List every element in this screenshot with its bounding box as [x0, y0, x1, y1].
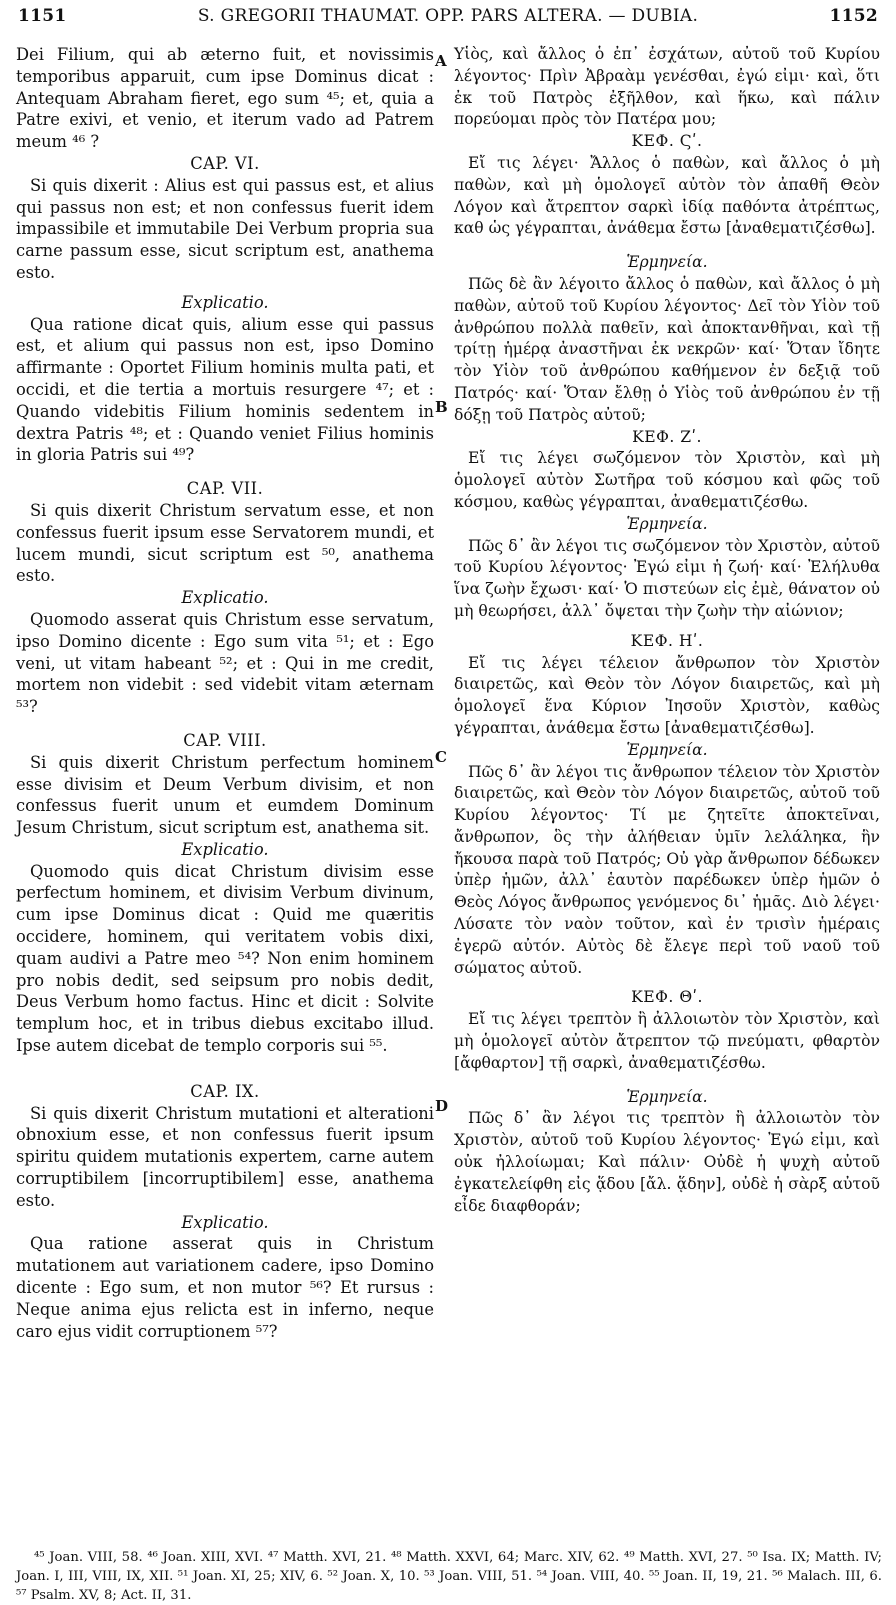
greek-intro: Υἱὸς, καὶ ἄλλος ὁ ἐπ᾽ ἐσχάτων, αὐτοῦ τοῦ Κυρίου λέγοντος· Πρὶν Ἀβραὰμ γενέσθαι, ἐγώ εἰμι· καὶ, ὅτι ἐκ τοῦ Πατρὸς ἐξῆλθον, καὶ ἥκω, καὶ πάλιν πορεύομαι πρὸς τὸν Πατέρα μου;	[454, 45, 880, 129]
latin-explicatio-label: Explicatio.	[181, 1212, 269, 1232]
right-page-number: 1152	[829, 6, 878, 26]
greek-hermeneia-text: Πῶς δ᾽ ἂν λέγοι τις ἄνθρωπον τέλειον τὸν Χριστὸν διαιρετῶς, καὶ Θεὸν τὸν Λόγον διαιρετῶς, αὐτοῦ τοῦ Κυρίου λέγοντος· Τί με ζητεῖτε ἀποκτεῖναι, ἄνθρωπον, ὃς τὴν ἀλήθειαν ὑμῖν λελάληκα, ἣν ἤκουσα παρὰ τοῦ Πατρός; Οὐ γὰρ ἄνθρωπον δέδωκεν ὑπὲρ ἡμῶν, ἀλλ᾽ ἑαυτὸν παρέδωκεν ὑπὲρ ἡμῶν ὁ Θεὸς Λόγος ἄνθρωπος γενόμενος δι᾽ ἡμᾶς. Διὸ λέγει· Λύσατε τὸν ναὸν τοῦτον, καὶ ἐν τρισὶν ἡμέραις ἐγερῶ αὐτόν. Αὐτὸς δὲ ἔλεγε περὶ τοῦ ναοῦ τοῦ σώματος αὐτοῦ.	[454, 762, 880, 977]
greek-cap-heading: ΚΕΦ. Θʹ.	[631, 988, 703, 1007]
latin-cap-text: Si quis dixerit Christum servatum esse, et non confessus fuerit ipsum esse Servatorem mundi, et lucem mundi, sicut scriptum est ⁵⁰, anathema esto.	[16, 500, 434, 586]
latin-cap-text: Si quis dixerit Christum perfectum hominem esse divisim et Deum Verbum divisim, et non confessus fuerit unum et eumdem Dominum Jesum Christum, sicut scriptum est, anathema sit.	[16, 752, 434, 838]
margin-letter-c: C	[435, 748, 447, 766]
greek-cap-text: Εἴ τις λέγει σωζόμενον τὸν Χριστὸν, καὶ μὴ ὁμολογεῖ αὐτὸν Σωτῆρα τοῦ κόσμου καὶ φῶς τοῦ κόσμου, καθὼς γέγραπται, ἀναθεματιζέσθω.	[454, 449, 880, 511]
margin-letter-a: A	[435, 52, 447, 70]
footnotes-text: ⁴⁵ Joan. VIII, 58. ⁴⁶ Joan. XIII, XVI. ⁴⁷ Matth. XVI, 21. ⁴⁸ Matth. XXVI, 64; Marc. XIV, 62. ⁴⁹ Matth. XVI, 27. ⁵⁰ Isa. IX; Matth. IV; Joan. I, III, VIII, IX, XII. ⁵¹ Joan. XI, 25; XIV, 6. ⁵² Joan. X, 10. ⁵³ Joan. VIII, 51. ⁵⁴ Joan. VIII, 40. ⁵⁵ Joan. II, 19, 21. ⁵⁶ Malach. III, 6. ⁵⁷ Psalm. XV, 8; Act. II, 31.	[16, 1550, 882, 1603]
latin-explicatio-label: Explicatio.	[181, 588, 269, 608]
latin-explicatio-text: Qua ratione dicat quis, alium esse qui passus est, et alium qui passus non est, ipso Domino affirmante : Oportet Filium hominis multa pati, et occidi, et die tertia a mortuis resurgere ⁴⁷; et : Quando videbitis Filium hominis sedentem in dextra Patris ⁴⁸; et : Quando veniet Filius hominis in gloria Patris sui ⁴⁹?	[16, 314, 434, 465]
greek-cap-heading: ΚΕΦ. Ϛʹ.	[631, 132, 703, 151]
running-header	[18, 6, 878, 32]
latin-intro: Dei Filium, qui ab æterno fuit, et novissimis temporibus apparuit, cum ipse Dominus dicat : Antequam Abraham fieret, ego sum ⁴⁵; et, quia a Patre exivi, et venio, et iterum vado ad Patrem meum ⁴⁶ ?	[16, 45, 434, 152]
latin-explicatio-label: Explicatio.	[181, 839, 269, 859]
running-title: S. GREGORII THAUMAT. OPP. PARS ALTERA. — DUBIA.	[197, 6, 699, 26]
greek-cap-text: Εἴ τις λέγει· Ἄλλος ὁ παθὼν, καὶ ἄλλος ὁ μὴ παθὼν, καὶ μὴ ὁμολογεῖ αὐτὸν τὸν ἀπαθῆ Θεὸν Λόγον καὶ ἄτρεπτον σαρκὶ ἰδίᾳ παθόντα ἀτρέπτως, καθ ὡς γέγραπται, ἀνάθεμα ἔστω [ἀναθεματιζέσθω].	[454, 153, 880, 238]
latin-cap-heading: CAP. VI.	[190, 153, 260, 173]
latin-column	[16, 44, 434, 1342]
margin-letter-d: D	[435, 1097, 449, 1115]
footnotes	[16, 1548, 882, 1605]
latin-cap-heading: CAP. VII.	[186, 479, 264, 499]
margin-letter-b: B	[435, 398, 448, 416]
greek-cap-text: Εἴ τις λέγει τέλειον ἄνθρωπον τὸν Χριστὸν διαιρετῶς, καὶ Θεὸν τὸν Λόγον διαιρετῶς, καὶ μὴ ὁμολογεῖ ἕνα Κύριον Ἰησοῦν Χριστὸν, καθὼς γέγραπται, ἀνάθεμα ἔστω [ἀναθεματιζέσθω].	[454, 653, 880, 737]
left-page-number: 1151	[18, 6, 67, 26]
greek-hermeneia-text: Πῶς δ᾽ ἂν λέγοι τις τρεπτὸν ἢ ἀλλοιωτὸν τὸν Χριστὸν, αὐτοῦ τοῦ Κυρίου λέγοντος· Ἐγώ εἰμι, καὶ οὐκ ἠλλοίωμαι; Καὶ πάλιν· Οὐδὲ ἡ ψυχὴ αὐτοῦ ἐγκατελείφθη εἰς ᾅδου [ἄλ. ᾅδην], οὐδὲ ἡ σὰρξ αὐτοῦ εἶδε διαφθοράν;	[454, 1109, 880, 1215]
greek-hermeneia-label: Ἑρμηνεία.	[626, 253, 708, 272]
latin-cap-heading: CAP. VIII.	[183, 730, 267, 750]
latin-explicatio-label: Explicatio.	[181, 292, 269, 312]
latin-explicatio-text: Quomodo quis dicat Christum divisim esse perfectum hominem, et divisim Verbum divinum, cum ipse Dominus dicat : Quid me quæritis occidere, hominem, qui veritatem vobis dixi, quam audivi a Patre meo ⁵⁴? Non enim hominem pro nobis dedit, sed seipsum pro nobis dedit, Deus Verbum homo factus. Hinc et dicit : Solvite templum hoc, et in tribus diebus excitabo illud. Ipse autem dicebat de templo corporis sui ⁵⁵.	[16, 861, 434, 1056]
latin-explicatio-text: Qua ratione asserat quis in Christum mutationem aut variationem cadere, ipso Domino dicente : Ego sum, et non mutor ⁵⁶? Et rursus : Neque anima ejus relicta est in inferno, neque caro ejus vidit corruptionem ⁵⁷?	[16, 1234, 434, 1341]
greek-hermeneia-label: Ἑρμηνεία.	[626, 514, 708, 533]
greek-cap-text: Εἴ τις λέγει τρεπτὸν ἢ ἀλλοιωτὸν τὸν Χριστὸν, καὶ μὴ ὁμολογεῖ αὐτὸν ἄτρεπτον τῷ πνεύματι, φθαρτὸν [ἄφθαρτον] τῇ σαρκὶ, ἀναθεματιζέσθω.	[454, 1010, 880, 1072]
latin-cap-text: Si quis dixerit Christum mutationi et alterationi obnoxium esse, et non confessus fuerit ipsum spiritu quidem mutationis expertem, carne autem corruptibilem [incorruptibilem] esse, anathema esto.	[16, 1103, 434, 1210]
greek-column	[454, 44, 880, 1217]
latin-explicatio-text: Quomodo asserat quis Christum esse servatum, ipso Domino dicente : Ego sum vita ⁵¹; et : Ego veni, ut vitam habeant ⁵²; et : Qui in me credit, mortem non videbit : sed videbit vitam æternam ⁵³?	[16, 609, 434, 717]
greek-cap-heading: ΚΕΦ. Ηʹ.	[630, 631, 704, 650]
latin-cap-heading: CAP. IX.	[190, 1081, 260, 1101]
greek-hermeneia-text: Πῶς δ᾽ ἂν λέγοι τις σωζόμενον τὸν Χριστὸν, αὐτοῦ τοῦ Κυρίου λέγοντος· Ἐγώ εἰμι ἡ ζωή· καί· Ἐλήλυθα ἵνα ζωὴν ἔχωσι· καί· Ὁ πιστεύων εἰς ἐμὲ, θάνατον οὐ μὴ θεωρήσει, ἀλλ᾽ ὄψεται τὴν ζωὴν τὴν αἰώνιον;	[454, 536, 880, 620]
greek-hermeneia-label: Ἑρμηνεία.	[626, 740, 708, 759]
greek-hermeneia-text: Πῶς δὲ ἂν λέγοιτο ἄλλος ὁ παθὼν, καὶ ἄλλος ὁ μὴ παθὼν, αὐτοῦ τοῦ Κυρίου λέγοντος· Δεῖ τὸν Υἱὸν τοῦ ἀνθρώπου πολλὰ παθεῖν, καὶ ἀποκτανθῆναι, καὶ τῇ τρίτῃ ἡμέρᾳ ἀναστῆναι ἐκ νεκρῶν· καί· Ὅταν ἴδητε τὸν Υἱὸν τοῦ ἀνθρώπου καθήμενον ἐν δεξιᾷ τοῦ Πατρός· καί· Ὅταν ἔλθῃ ὁ Υἱὸς τοῦ ἀνθρώπου ἐν τῇ δόξῃ τοῦ Πατρὸς αὐτοῦ;	[454, 274, 880, 424]
greek-cap-heading: ΚΕΦ. Ζʹ.	[632, 427, 702, 446]
greek-hermeneia-label: Ἑρμηνεία.	[626, 1087, 708, 1106]
latin-cap-text: Si quis dixerit : Alius est qui passus est, et alius qui passus non est; et non confessus fuerit idem impassibile et immutabile Dei Verbum propria sua carne passum esse, sicut scriptum est, anathema esto.	[16, 175, 434, 282]
